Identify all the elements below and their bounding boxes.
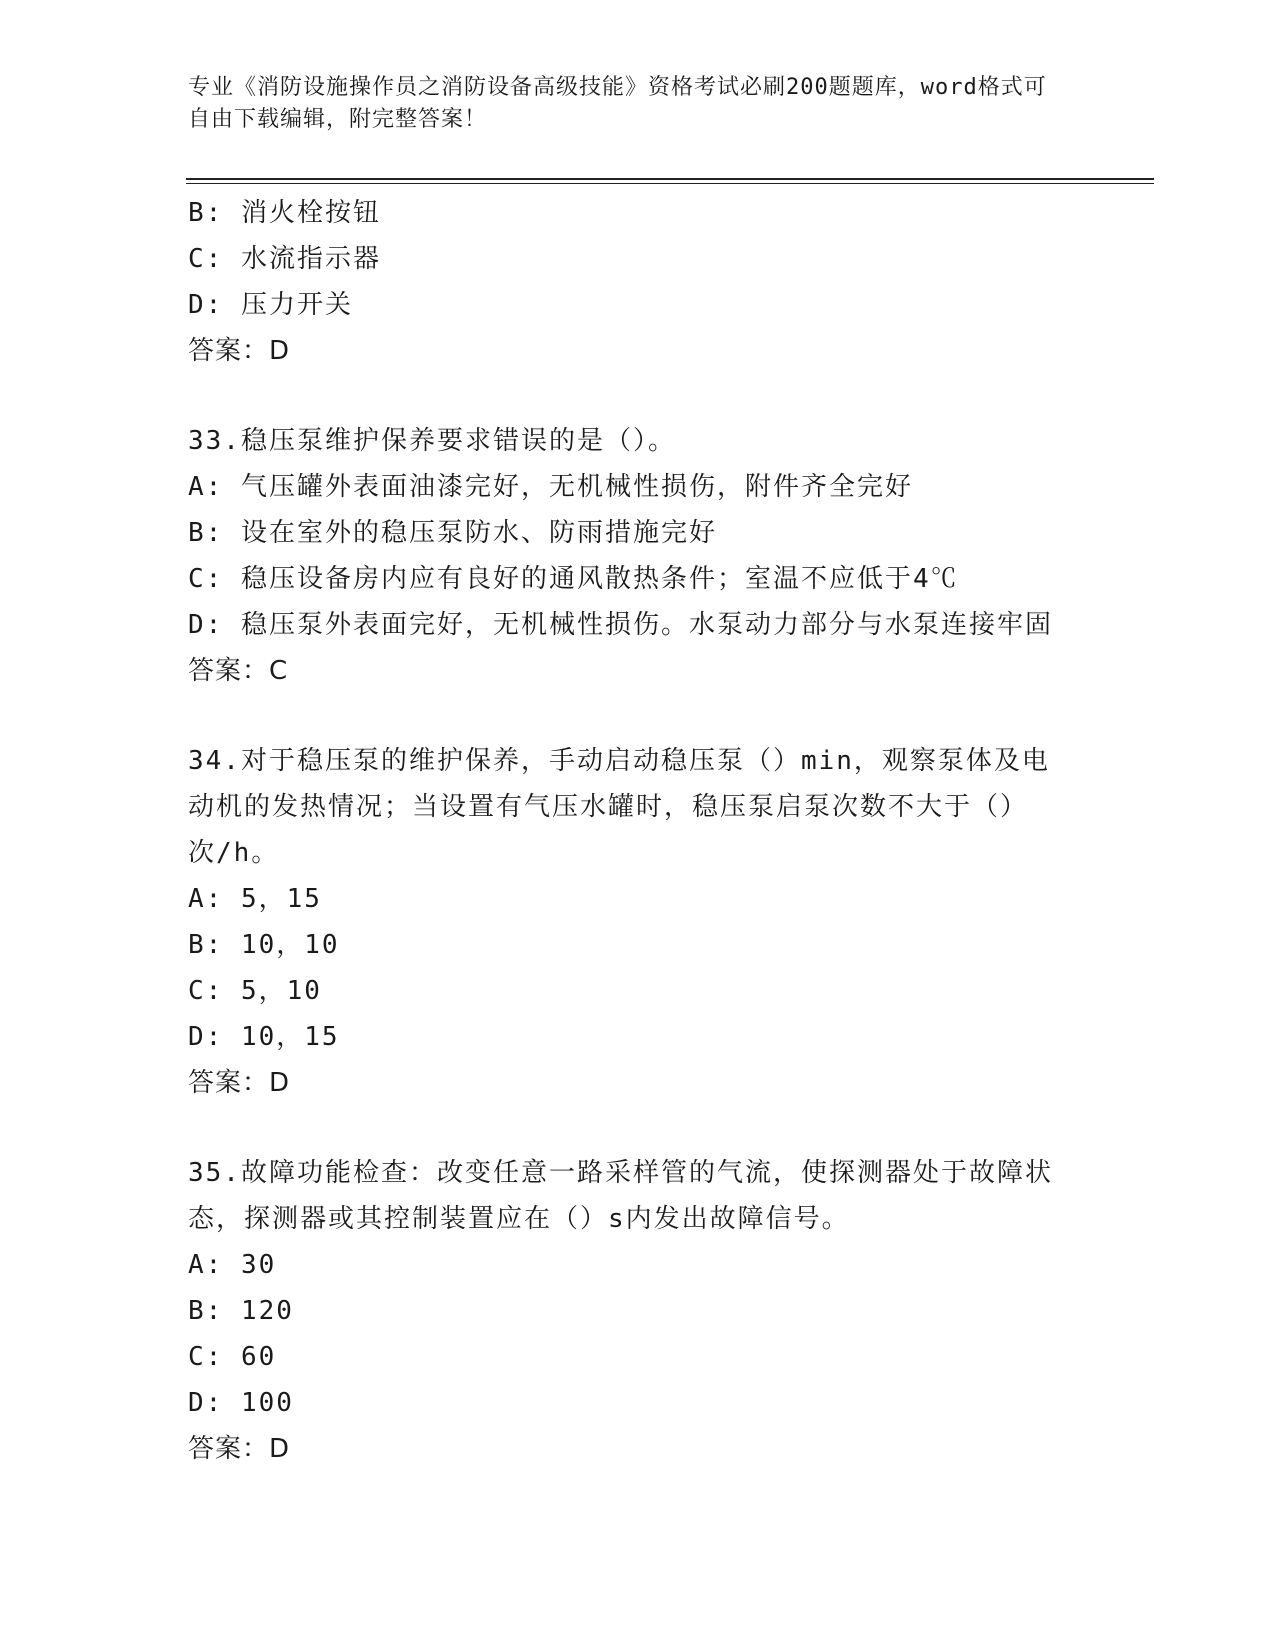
- option-d: D: 压力开关: [188, 290, 353, 320]
- option-c: C: 水流指示器: [188, 244, 381, 274]
- option-c: C: 稳压设备房内应有良好的通风散热条件；室温不应低于4℃: [188, 564, 959, 594]
- option-c: C: 5，10: [188, 976, 322, 1006]
- option-b: B: 设在室外的稳压泵防水、防雨措施完好: [188, 518, 717, 548]
- option-a: A: 5，15: [188, 884, 322, 914]
- answer-label: 答案：D: [188, 1068, 291, 1098]
- header-divider-thin: [186, 183, 1154, 184]
- answer-label: 答案：C: [188, 656, 289, 686]
- question-32-continued: [188, 190, 1088, 374]
- option-b: B: 消火栓按钮: [188, 198, 381, 228]
- question-text: 35.故障功能检查：改变任意一路采样管的气流，使探测器处于故障状态，探测器或其控制装置应在（）s内发出故障信号。: [188, 1158, 1053, 1234]
- question-35: [188, 1150, 1088, 1472]
- document-header: 专业《消防设施操作员之消防设备高级技能》资格考试必刷200题题库，word格式可自由下载编辑，附完整答案！: [188, 75, 1047, 132]
- option-a: A: 气压罐外表面油漆完好，无机械性损伤，附件齐全完好: [188, 472, 913, 502]
- answer-label: 答案：D: [188, 336, 291, 366]
- question-34: [188, 738, 1088, 1106]
- option-b: B: 120: [188, 1296, 294, 1326]
- spacer: [188, 374, 1088, 418]
- answer-label: 答案：D: [188, 1434, 291, 1464]
- option-c: C: 60: [188, 1342, 277, 1372]
- option-b: B: 10，10: [188, 930, 340, 960]
- option-d: D: 10，15: [188, 1022, 340, 1052]
- option-a: A: 30: [188, 1250, 277, 1280]
- spacer: [188, 1106, 1088, 1150]
- spacer: [188, 694, 1088, 738]
- question-text: 34.对于稳压泵的维护保养，手动启动稳压泵（）min，观察泵体及电动机的发热情况；当设置有气压水罐时，稳压泵启泵次数不大于（）次/h。: [188, 746, 1050, 868]
- question-33: [188, 418, 1088, 694]
- question-text: 33.稳压泵维护保养要求错误的是（）。: [188, 426, 676, 456]
- question-content: [188, 190, 1088, 1472]
- option-d: D: 100: [188, 1388, 294, 1418]
- header-divider-thick: [186, 178, 1154, 180]
- option-d: D: 稳压泵外表面完好，无机械性损伤。水泵动力部分与水泵连接牢固: [188, 610, 1053, 640]
